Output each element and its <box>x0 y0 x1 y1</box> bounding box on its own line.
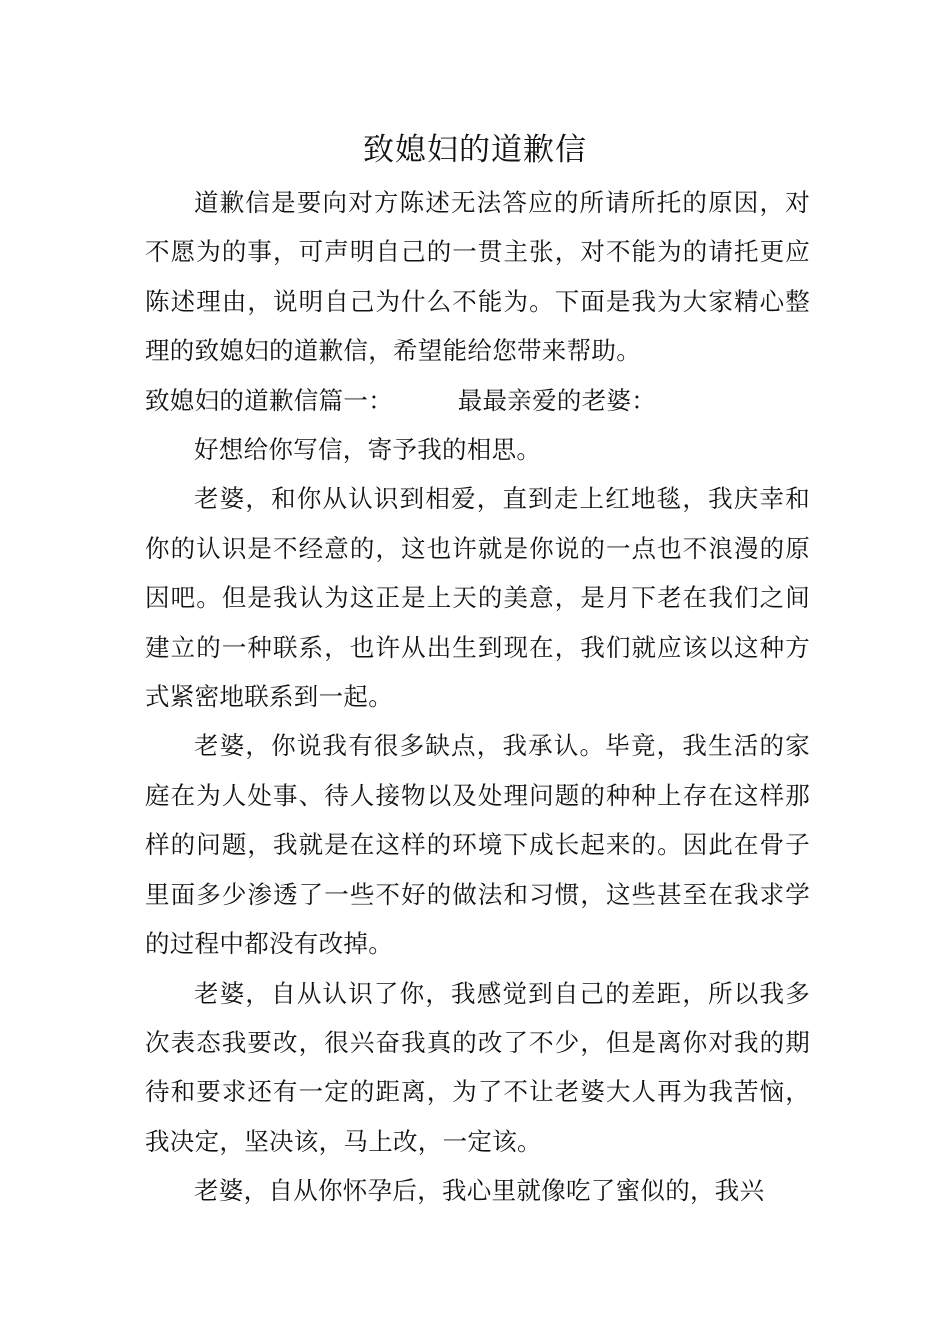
body-paragraph: 老婆，自从认识了你，我感觉到自己的差距，所以我多次表态我要改，很兴奋我真的改了不少，但是离你对我的期待和要求还有一定的距离，为了不让老婆大人再为我苦恼，我决定，坚决该，马上改，一定该。 <box>145 978 810 1156</box>
section-heading-line: 致媳妇的道歉信篇一： 最最亲爱的老婆： <box>145 385 657 415</box>
greeting-paragraph: 好想给你写信，寄予我的相思。 <box>194 435 542 465</box>
body-paragraph: 老婆，和你从认识到相爱，直到走上红地毯，我庆幸和你的认识是不经意的，这也许就是你说的一点也不浪漫的原因吧。但是我认为这正是上天的美意，是月下老在我们之间建立的一种联系，也许从出生到现在，我们就应该以这种方式紧密地联系到一起。 <box>145 484 810 712</box>
document-body <box>145 178 810 1216</box>
body-paragraph: 老婆，你说我有很多缺点，我承认。毕竟，我生活的家庭在为人处事、待人接物以及处理问题的种种上存在这样那样的问题，我就是在这样的环境下成长起来的。因此在骨子里面多少渗透了一些不好的做法和习惯，这些甚至在我求学的过程中都没有改掉。 <box>145 731 810 959</box>
body-paragraph: 老婆，自从你怀孕后，我心里就像吃了蜜似的，我兴 <box>194 1176 765 1206</box>
document-title: 致媳妇的道歉信 <box>363 132 587 168</box>
intro-paragraph: 道歉信是要向对方陈述无法答应的所请所托的原因，对不愿为的事，可声明自己的一贯主张，对不能为的请托更应陈述理由，说明自己为什么不能为。下面是我为大家精心整理的致媳妇的道歉信，希望能给您带来帮助。 <box>145 188 810 366</box>
